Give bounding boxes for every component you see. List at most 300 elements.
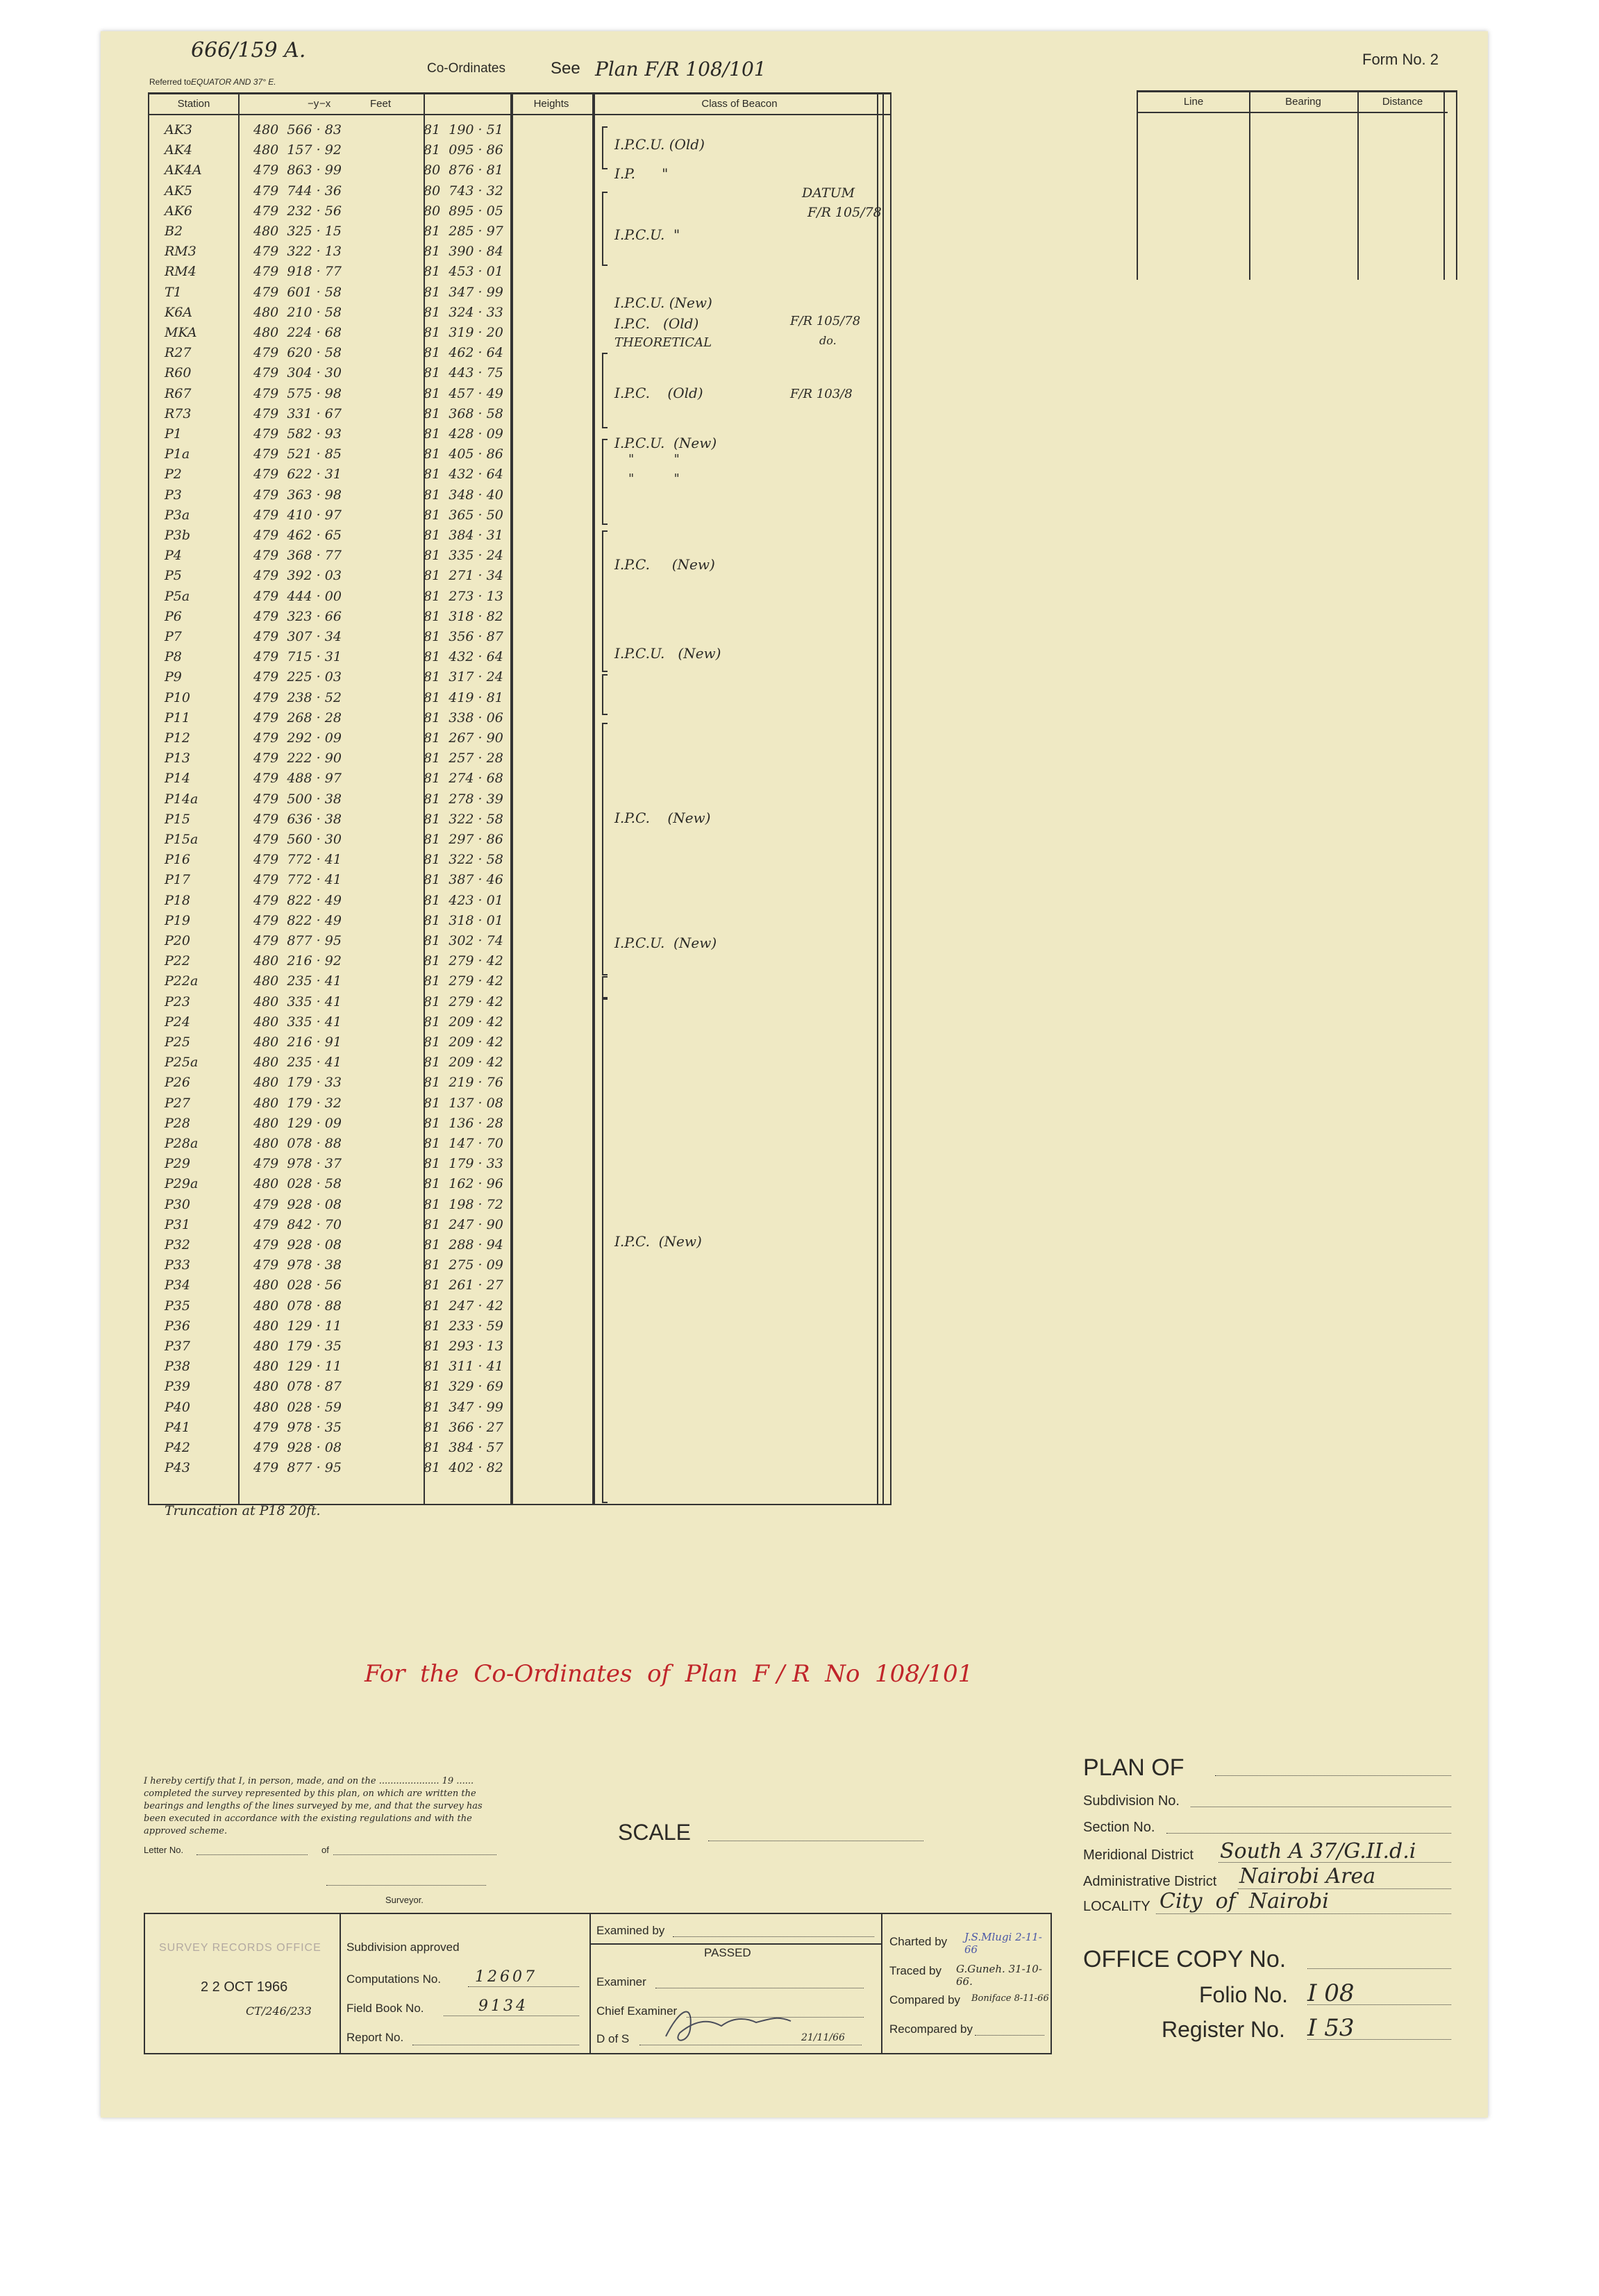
x-coordinate-cell: 81 136 · 28 [424,1115,503,1131]
administrative-value: Nairobi Area [1239,1864,1376,1888]
table-row [149,485,890,505]
station-cell: P33 [165,1257,190,1273]
station-cell: P27 [165,1095,190,1111]
station-cell: P11 [165,710,190,726]
y-coordinate-cell: 479 368 · 77 [253,548,342,564]
x-coordinate-cell: 81 279 · 42 [424,973,503,989]
station-cell: P30 [165,1196,190,1212]
y-coordinate-cell: 480 235 · 41 [253,1055,342,1071]
form-number: Form No. 2 [1362,51,1439,68]
table-row [149,302,890,323]
y-coordinate-cell: 479 978 · 35 [253,1419,342,1435]
x-coordinate-cell: 81 247 · 42 [424,1298,503,1314]
station-cell: P2 [165,467,182,483]
table-row [149,282,890,303]
station-cell: R67 [165,385,192,401]
station-cell: P32 [165,1237,190,1252]
beacon-note: I.P.C. (New) [614,810,711,826]
col-bearing: Bearing [1249,92,1357,113]
table-row [149,444,890,464]
x-coordinate-cell: 81 462 · 64 [424,345,503,361]
computations-label: Computations No. [346,1972,442,1986]
x-coordinate-cell: 81 347 · 99 [424,284,503,300]
x-coordinate-cell: 80 743 · 32 [424,183,503,199]
station-cell: P29a [165,1176,199,1192]
x-coordinate-cell: 81 365 · 50 [424,507,503,523]
table-row [149,464,890,485]
table-row [149,930,890,951]
y-coordinate-cell: 480 216 · 91 [253,1034,342,1050]
table-row [149,1113,890,1134]
side-note: F/R 103/8 [790,387,853,401]
x-coordinate-cell: 81 293 · 13 [424,1339,503,1354]
station-cell: P3 [165,487,182,503]
station-cell: P3b [165,528,191,543]
x-coordinate-cell: 81 348 · 40 [424,487,503,503]
y-coordinate-cell: 479 928 · 08 [253,1237,342,1252]
table-row [149,383,890,404]
x-coordinate-cell: 81 443 · 75 [424,365,503,381]
x-coordinate-cell: 81 147 · 70 [424,1136,503,1151]
beacon-note: I.P.C.U. (New) [614,435,717,451]
table-row [149,1093,890,1114]
station-cell: P35 [165,1298,190,1314]
table-row [149,565,890,586]
y-coordinate-cell: 480 078 · 87 [253,1379,342,1395]
truncation-note: Truncation at P18 20ft. [165,1503,321,1518]
y-coordinate-cell: 479 636 · 38 [253,811,342,827]
col-feet: Feet [370,98,392,110]
x-coordinate-cell: 81 356 · 87 [424,629,503,644]
x-coordinate-cell: 81 233 · 59 [424,1318,503,1334]
x-coordinate-cell: 81 267 · 90 [424,730,503,746]
table-row [149,1052,890,1073]
table-row [149,849,890,870]
locality-label: LOCALITY [1083,1899,1150,1914]
table-row [149,1012,890,1032]
station-cell: P12 [165,730,190,746]
table-row [149,707,890,728]
y-coordinate-cell: 479 715 · 31 [253,649,342,665]
col-distance: Distance [1357,92,1448,113]
x-coordinate-cell: 81 311 · 41 [424,1359,503,1375]
field-book-label: Field Book No. [346,2002,424,2015]
table-row [149,322,890,343]
x-coordinate-cell: 81 095 · 86 [424,142,503,158]
col-line: Line [1138,92,1249,113]
recompared-by-label: Recompared by [889,2022,973,2036]
table-row [149,342,890,363]
y-coordinate-cell: 480 129 · 11 [253,1359,342,1375]
table-row [149,991,890,1012]
table-row [149,890,890,911]
station-cell: P40 [165,1399,190,1415]
register-value: I 53 [1307,2014,1355,2042]
y-coordinate-cell: 479 322 · 13 [253,244,342,260]
x-coordinate-cell: 81 247 · 90 [424,1216,503,1232]
x-coordinate-cell: 81 319 · 20 [424,325,503,340]
table-row [149,1133,890,1154]
folio-value: I 08 [1307,1979,1355,2007]
x-coordinate-cell: 81 209 · 42 [424,1055,503,1071]
x-coordinate-cell: 81 322 · 58 [424,852,503,868]
station-cell: MKA [165,325,197,340]
station-cell: P38 [165,1359,190,1375]
beacon-note: I.P.C.U. (New) [614,645,721,662]
stamp-text: SURVEY RECORDS OFFICE [159,1942,321,1954]
referred-to-label: Referred to [149,77,192,87]
table-row [149,140,890,160]
y-coordinate-cell: 479 462 · 65 [253,528,342,543]
station-cell: R27 [165,345,192,361]
y-coordinate-cell: 479 978 · 37 [253,1156,342,1172]
x-coordinate-cell: 81 387 · 46 [424,872,503,888]
table-row [149,119,890,140]
x-coordinate-cell: 81 317 · 24 [424,669,503,685]
station-cell: R73 [165,405,192,421]
y-coordinate-cell: 479 620 · 58 [253,345,342,361]
station-cell: K6A [165,304,193,320]
y-coordinate-cell: 479 292 · 09 [253,730,342,746]
traced-by-value: G.Guneh. 31-10-66. [956,1963,1042,1988]
y-coordinate-cell: 479 772 · 41 [253,852,342,868]
station-cell: P6 [165,608,182,624]
d-of-s-date: 21/11/66 [801,2032,845,2043]
examined-by-label: Examined by [596,1924,665,1937]
table-row [149,667,890,687]
side-note: do. [819,334,837,347]
y-coordinate-cell: 479 575 · 98 [253,385,342,401]
section-label: Section No. [1083,1820,1155,1835]
y-coordinate-cell: 479 488 · 97 [253,771,342,787]
y-coordinate-cell: 479 238 · 52 [253,689,342,705]
compared-by-label: Compared by [889,1993,961,2006]
x-coordinate-cell: 81 209 · 42 [424,1034,503,1050]
y-coordinate-cell: 479 307 · 34 [253,629,342,644]
station-cell: P15 [165,811,190,827]
x-coordinate-cell: 81 297 · 86 [424,832,503,847]
y-coordinate-cell: 479 822 · 49 [253,892,342,908]
station-cell: P28a [165,1136,199,1151]
beacon-note: THEORETICAL [614,335,712,350]
station-cell: P25 [165,1034,190,1050]
x-coordinate-cell: 81 190 · 51 [424,122,503,137]
y-coordinate-cell: 479 582 · 93 [253,426,342,442]
see-label: See [551,59,580,78]
referred-to-value: EQUATOR AND 37° E. [191,77,276,87]
red-annotation: For the Co-Ordinates of Plan F / R No 108/101 [365,1660,973,1688]
station-cell: P36 [165,1318,190,1334]
table-row [149,829,890,850]
beacon-note: " " [628,452,680,467]
table-row [149,586,890,607]
x-coordinate-cell: 81 366 · 27 [424,1419,503,1435]
y-coordinate-cell: 480 179 · 32 [253,1095,342,1111]
administrative-label: Administrative District [1083,1874,1217,1889]
side-note: F/R 105/78 [807,205,882,220]
chief-examiner-label: Chief Examiner [596,2004,678,2018]
y-coordinate-cell: 479 601 · 58 [253,284,342,300]
x-coordinate-cell: 81 179 · 33 [424,1156,503,1172]
table-row [149,181,890,201]
table-row [149,1214,890,1235]
station-cell: P41 [165,1419,190,1435]
surveyor-certificate: I hereby certify that I, in person, made, and on the ..................... 19 ...... completed the survey represented by this plan, on which are written the bearings and lengths of the lines surveyed by me, and that the survey has been executed in accordance with the existing regulations and with the approved scheme. [144,1776,483,1836]
x-coordinate-cell: 81 405 · 86 [424,446,503,462]
table-row [149,1032,890,1053]
y-coordinate-cell: 480 566 · 83 [253,122,342,137]
y-coordinate-cell: 479 304 · 30 [253,365,342,381]
table-row [149,1417,890,1438]
x-coordinate-cell: 80 876 · 81 [424,162,503,178]
station-cell: P1a [165,446,190,462]
x-coordinate-cell: 81 275 · 09 [424,1257,503,1273]
station-cell: P26 [165,1075,190,1091]
y-coordinate-cell: 479 863 · 99 [253,162,342,178]
x-coordinate-cell: 81 384 · 31 [424,528,503,543]
x-coordinate-cell: 81 318 · 82 [424,608,503,624]
x-coordinate-cell: 81 419 · 81 [424,689,503,705]
beacon-note: I.P.C.U. (New) [614,935,717,951]
x-coordinate-cell: 81 274 · 68 [424,771,503,787]
beacon-note: I.P.C.U. (Old) [614,136,705,153]
station-cell: P31 [165,1216,190,1232]
station-cell: P5a [165,588,190,604]
station-cell: P23 [165,994,190,1009]
x-coordinate-cell: 81 322 · 58 [424,811,503,827]
x-coordinate-cell: 81 432 · 64 [424,649,503,665]
x-coordinate-cell: 81 423 · 01 [424,892,503,908]
y-coordinate-cell: 479 877 · 95 [253,1460,342,1476]
y-coordinate-cell: 479 822 · 49 [253,912,342,928]
table-row [149,809,890,830]
y-coordinate-cell: 479 410 · 97 [253,507,342,523]
reference-number: 666/159 A. [191,38,306,62]
x-coordinate-cell: 81 368 · 58 [424,405,503,421]
station-cell: P37 [165,1339,190,1354]
x-coordinate-cell: 81 318 · 01 [424,912,503,928]
y-coordinate-cell: 479 978 · 38 [253,1257,342,1273]
scale-label: SCALE [618,1820,691,1845]
beacon-note: I.P.C. (New) [614,1233,702,1250]
table-row [149,869,890,890]
x-coordinate-cell: 81 162 · 96 [424,1176,503,1192]
x-coordinate-cell: 81 428 · 09 [424,426,503,442]
station-cell: P14 [165,771,190,787]
computations-value: 12607 [475,1968,537,1986]
y-coordinate-cell: 480 078 · 88 [253,1136,342,1151]
table-row [149,910,890,931]
y-coordinate-cell: 479 222 · 90 [253,751,342,766]
beacon-note: I.P.C.U. " [614,226,680,243]
station-cell: P43 [165,1460,190,1476]
station-cell: AK4 [165,142,193,158]
station-cell: T1 [165,284,182,300]
table-row [149,1153,890,1174]
x-coordinate-cell: 81 279 · 42 [424,994,503,1009]
y-coordinate-cell: 480 216 · 92 [253,953,342,969]
x-coordinate-cell: 81 219 · 76 [424,1075,503,1091]
x-coordinate-cell: 81 338 · 06 [424,710,503,726]
table-row [149,606,890,627]
station-cell: P16 [165,852,190,868]
table-row [149,626,890,647]
x-coordinate-cell: 81 285 · 97 [424,224,503,239]
station-cell: P4 [165,548,182,564]
y-coordinate-cell: 479 392 · 03 [253,568,342,584]
x-coordinate-cell: 81 288 · 94 [424,1237,503,1252]
field-book-value: 9134 [478,1997,528,2015]
y-coordinate-cell: 480 325 · 15 [253,224,342,239]
station-cell: P22 [165,953,190,969]
table-row [149,160,890,181]
station-cell: P17 [165,872,190,888]
traced-by-label: Traced by [889,1964,941,1977]
office-copy-label: OFFICE COPY No. [1083,1946,1287,1972]
table-row [149,1336,890,1357]
y-coordinate-cell: 479 622 · 31 [253,467,342,483]
table-row [149,403,890,424]
y-coordinate-cell: 479 744 · 36 [253,183,342,199]
stamp-date: 2 2 OCT 1966 [201,1979,288,1995]
x-coordinate-cell: 81 335 · 24 [424,548,503,564]
table-row [149,424,890,444]
table-row [149,687,890,708]
y-coordinate-cell: 479 225 · 03 [253,669,342,685]
coordinates-table [148,92,891,1505]
y-coordinate-cell: 479 877 · 95 [253,933,342,948]
station-cell: P9 [165,669,182,685]
table-row [149,950,890,971]
x-coordinate-cell: 81 347 · 99 [424,1399,503,1415]
station-cell: P15a [165,832,199,847]
table-row [149,362,890,383]
side-note: F/R 105/78 [790,314,861,328]
x-coordinate-cell: 81 432 · 64 [424,467,503,483]
table-row [149,1275,890,1296]
station-cell: B2 [165,224,183,239]
coordinates-label: Co-Ordinates [427,61,505,76]
station-cell: AK5 [165,183,193,199]
stamp-reference: CT/246/233 [246,2004,312,2018]
charted-by-value: J.S.Mlugi 2-11-66 [964,1931,1042,1956]
x-coordinate-cell: 81 324 · 33 [424,304,503,320]
station-cell: RM3 [165,244,196,260]
beacon-note: I.P.C. (Old) [614,315,699,332]
table-row [149,1356,890,1377]
table-row [149,1457,890,1478]
y-coordinate-cell: 480 129 · 11 [253,1318,342,1334]
table-row [149,1255,890,1275]
y-coordinate-cell: 479 842 · 70 [253,1216,342,1232]
station-cell: P20 [165,933,190,948]
station-cell: P19 [165,912,190,928]
y-coordinate-cell: 480 078 · 88 [253,1298,342,1314]
y-coordinate-cell: 480 224 · 68 [253,325,342,340]
table-row [149,1072,890,1093]
col-station: Station [149,94,238,115]
table-row [149,748,890,769]
beacon-note: I.P.C.U. (New) [614,294,712,311]
beacon-note: I.P.C. (Old) [614,385,703,401]
station-cell: P28 [165,1115,190,1131]
x-coordinate-cell: 81 457 · 49 [424,385,503,401]
line-bearing-table [1137,90,1457,280]
table-row [149,525,890,546]
station-cell: P10 [165,689,190,705]
x-coordinate-cell: 81 273 · 13 [424,588,503,604]
station-cell: P7 [165,629,182,644]
station-cell: P25a [165,1055,199,1071]
station-cell: P39 [165,1379,190,1395]
x-coordinate-cell: 80 895 · 05 [424,203,503,219]
table-row [149,1397,890,1418]
station-cell: P18 [165,892,190,908]
side-note-datum: DATUM [802,185,855,201]
beacon-note: I.P.C. (New) [614,556,715,573]
letter-no-label: Letter No. [144,1845,184,1855]
y-coordinate-cell: 479 772 · 41 [253,872,342,888]
station-cell: P24 [165,1014,190,1030]
x-coordinate-cell: 81 384 · 57 [424,1440,503,1455]
table-row [149,1316,890,1336]
folio-label: Folio No. [1199,1982,1289,2007]
y-coordinate-cell: 479 363 · 98 [253,487,342,503]
table-row [149,1234,890,1255]
meridional-label: Meridional District [1083,1847,1194,1863]
station-cell: RM4 [165,264,196,280]
d-of-s-label: D of S [596,2032,630,2045]
table-row [149,768,890,789]
subdivision-approved: Subdivision approved [346,1941,460,1954]
y-coordinate-cell: 480 335 · 41 [253,1014,342,1030]
col-y: −y [308,98,319,110]
table-row [149,1173,890,1194]
y-coordinate-cell: 480 179 · 33 [253,1075,342,1091]
station-cell: P5 [165,568,182,584]
y-coordinate-cell: 480 179 · 35 [253,1339,342,1354]
subdivision-label: Subdivision No. [1083,1793,1180,1809]
station-cell: AK6 [165,203,193,219]
col-beacon: Class of Beacon [594,94,885,115]
x-coordinate-cell: 81 453 · 01 [424,264,503,280]
table-row [149,646,890,667]
table-row [149,1296,890,1316]
table-row [149,241,890,262]
y-coordinate-cell: 479 268 · 28 [253,710,342,726]
station-cell: P14a [165,791,199,807]
station-cell: AK3 [165,122,193,137]
approval-box [144,1913,1052,2054]
y-coordinate-cell: 480 028 · 58 [253,1176,342,1192]
y-coordinate-cell: 479 331 · 67 [253,405,342,421]
table-row [149,505,890,526]
station-cell: P8 [165,649,182,665]
table-row [149,545,890,566]
y-coordinate-cell: 479 918 · 77 [253,264,342,280]
x-coordinate-cell: 81 302 · 74 [424,933,503,948]
table-row [149,221,890,242]
y-coordinate-cell: 480 335 · 41 [253,994,342,1009]
y-coordinate-cell: 480 235 · 41 [253,973,342,989]
station-cell: AK4A [165,162,202,178]
y-coordinate-cell: 480 157 · 92 [253,142,342,158]
table-row [149,201,890,221]
station-cell: P3a [165,507,190,523]
x-coordinate-cell: 81 198 · 72 [424,1196,503,1212]
station-cell: R60 [165,365,192,381]
surveyor-label: Surveyor. [385,1895,424,1905]
